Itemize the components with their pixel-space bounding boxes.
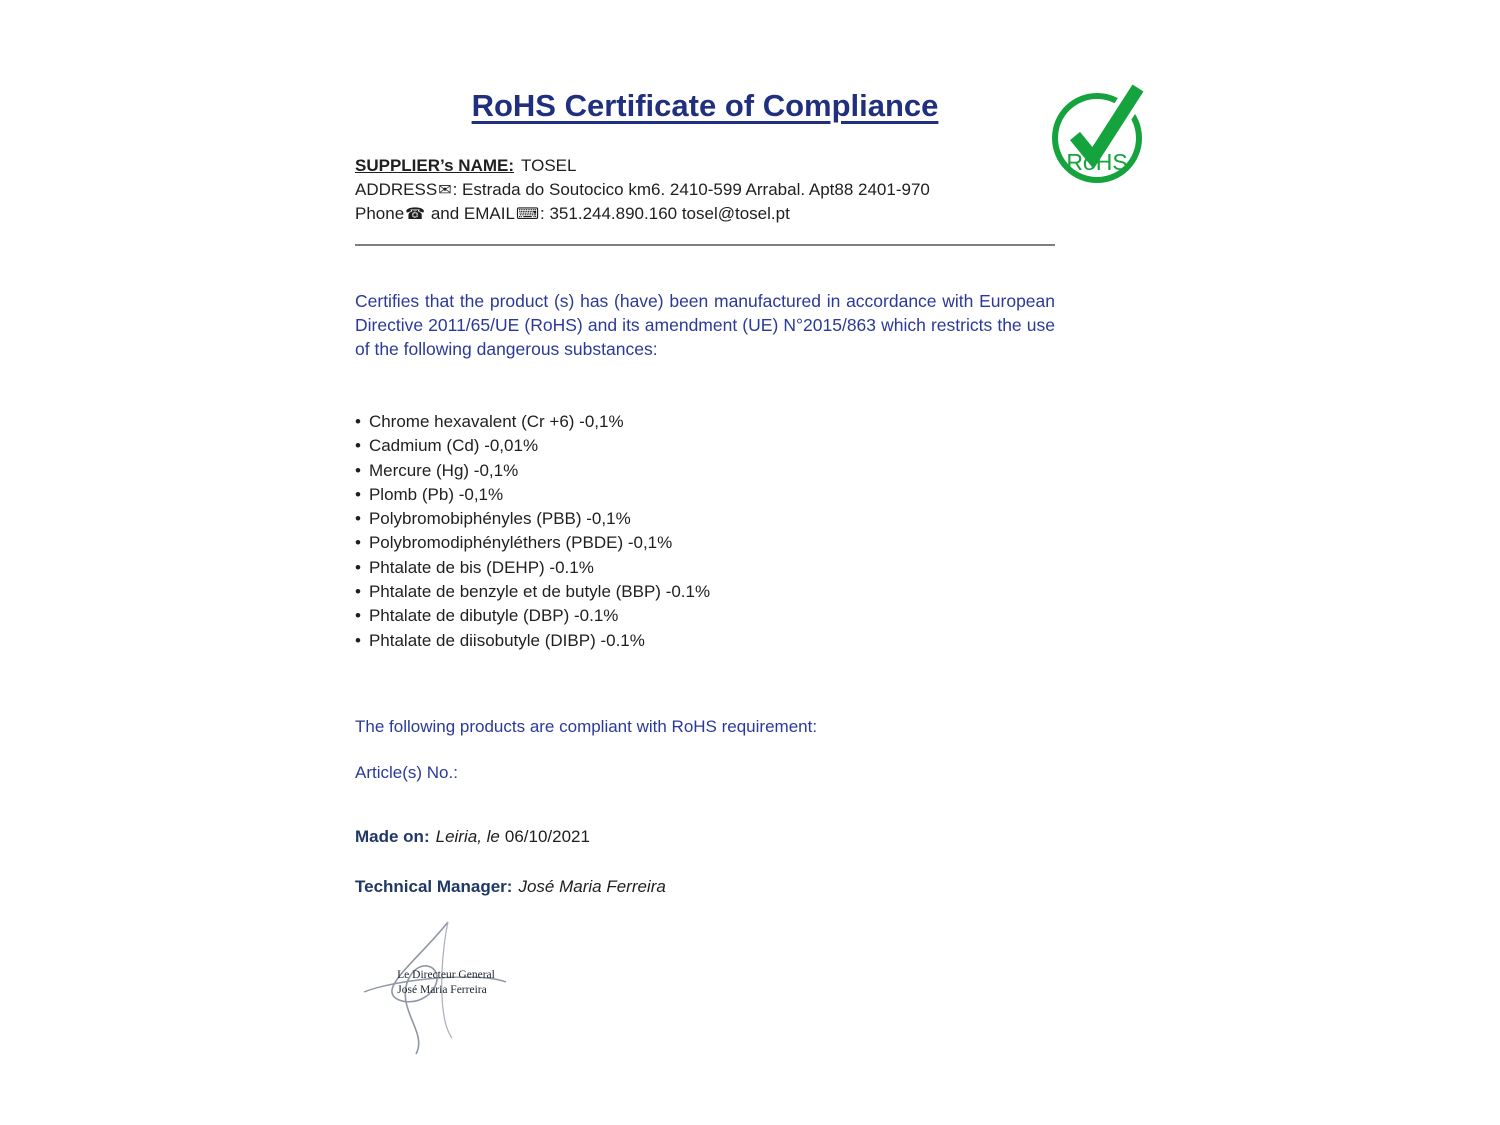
address-label: ADDRESS	[355, 180, 438, 199]
phone-icon: ☎	[405, 204, 426, 223]
signature-name-text: José Maria Ferreira	[397, 984, 487, 996]
supplier-name-value: TOSEL	[521, 156, 577, 175]
address-value: : Estrada do Soutocico km6. 2410-599 Arrabal. Apt88 2401-970	[452, 180, 930, 199]
list-item: • Phtalate de benzyle et de butyle (BBP) -0.1%	[355, 580, 1055, 604]
document-title: RoHS Certificate of Compliance	[471, 88, 939, 123]
list-item: • Polybromodiphényléthers (PBDE) -0,1%	[355, 531, 1055, 555]
rohs-logo-text: RoHS	[1066, 149, 1128, 175]
contact-value: : 351.244.890.160 tosel@tosel.pt	[540, 204, 790, 223]
divider-rule	[355, 244, 1055, 246]
phone-label: Phone	[355, 204, 405, 223]
list-item: • Phtalate de dibutyle (DBP) -0.1%	[355, 604, 1055, 628]
made-on-label: Made on:	[355, 826, 430, 846]
supplier-address-line	[355, 178, 1055, 202]
rohs-logo	[1050, 80, 1150, 188]
list-item: • Cadmium (Cd) -0,01%	[355, 434, 1055, 458]
rohs-check-icon	[1050, 80, 1150, 188]
envelope-icon: ✉	[438, 180, 452, 199]
signature-title-text: Le Directeur General	[397, 969, 495, 981]
list-item: • Phtalate de diisobutyle (DIBP) -0.1%	[355, 629, 1055, 653]
compliance-statement: The following products are compliant with RoHS requirement:	[355, 716, 818, 736]
supplier-block	[355, 154, 1055, 226]
manager-name: José Maria Ferreira	[518, 876, 666, 896]
certification-statement: Certifies that the product (s) has (have) been manufactured in accordance with European Directive 2011/65/UE (RoHS) and its amendment (UE) N°2015/863 which restricts the use of the following dangerous substances:	[355, 291, 1055, 359]
made-on-place: Leiria, le	[435, 826, 500, 846]
technical-manager-line	[355, 877, 1055, 897]
list-item: • Mercure (Hg) -0,1%	[355, 459, 1055, 483]
supplier-name-line	[355, 154, 1055, 178]
manager-label: Technical Manager:	[355, 876, 513, 896]
list-item: • Chrome hexavalent (Cr +6) -0,1%	[355, 410, 1055, 434]
list-item: • Plomb (Pb) -0,1%	[355, 483, 1055, 507]
document-body	[355, 0, 1055, 897]
made-on-date: 06/10/2021	[504, 826, 590, 846]
articles-label: Article(s) No.:	[355, 762, 458, 782]
substances-list	[355, 410, 1055, 653]
list-item: • Polybromobiphényles (PBB) -0,1%	[355, 507, 1055, 531]
computer-icon: ⌨	[515, 204, 540, 223]
made-on-line	[355, 827, 1055, 847]
supplier-name-label: SUPPLIER’s NAME:	[355, 156, 515, 175]
supplier-contact-line	[355, 202, 1055, 226]
signature-scribble-icon	[356, 920, 536, 1060]
email-label: and EMAIL	[426, 204, 515, 223]
list-item: • Phtalate de bis (DEHP) -0.1%	[355, 556, 1055, 580]
signature-block	[356, 920, 536, 1060]
